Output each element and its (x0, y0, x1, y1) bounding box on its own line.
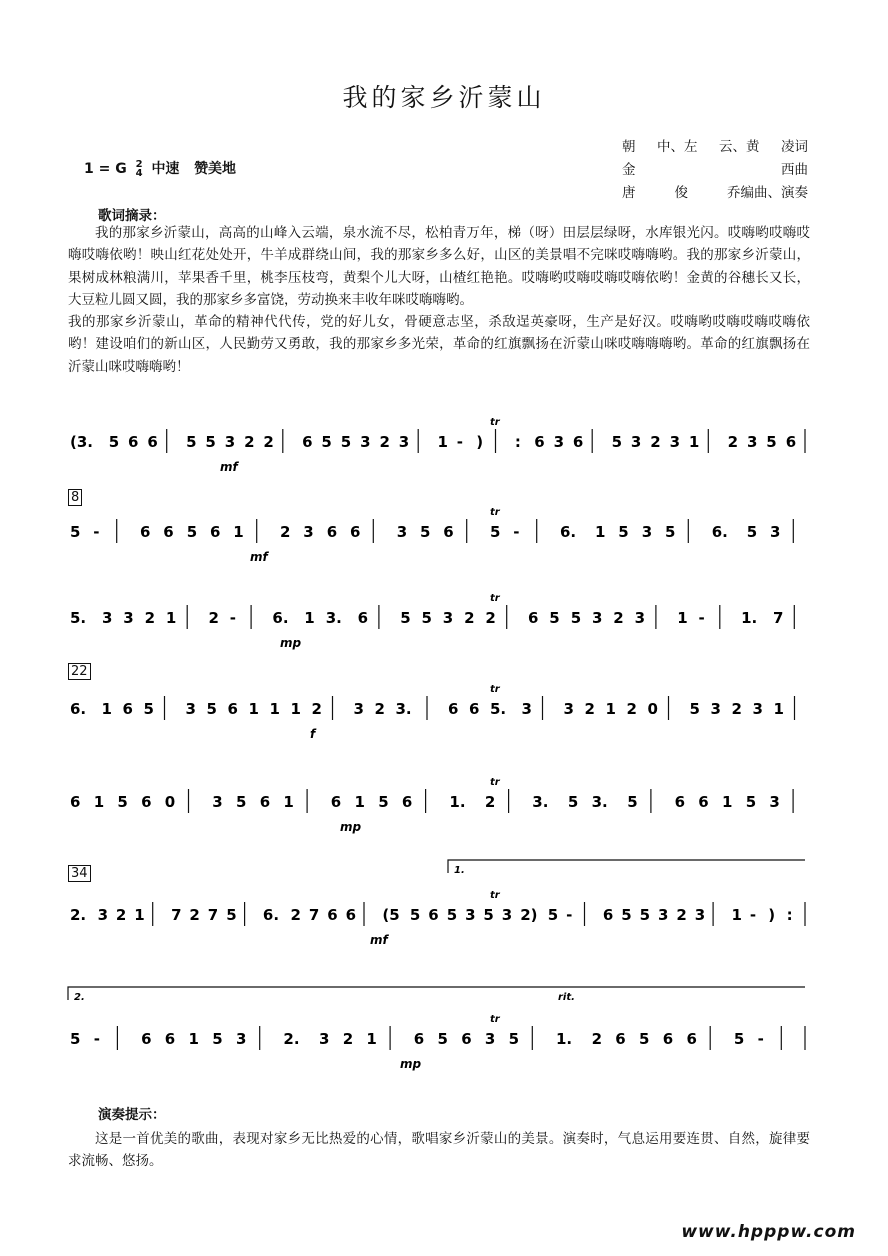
note: 1 (283, 793, 294, 811)
note: 6 (345, 906, 357, 924)
note: 3 (398, 433, 410, 451)
ornament-mark: tr (490, 507, 500, 518)
note: 3 (224, 433, 236, 451)
note: 6 (443, 523, 454, 541)
note: 1 (437, 433, 448, 451)
note: (3. (70, 433, 93, 451)
note: 6 (534, 433, 545, 451)
note: 5 (446, 906, 458, 924)
note: 5 (70, 1030, 81, 1048)
note: 1. (449, 793, 466, 811)
note: 6. (272, 609, 289, 627)
note: 2 (591, 1030, 603, 1048)
dynamic-mark: mf (250, 550, 268, 564)
note: 6 (122, 700, 133, 718)
note: 1 (605, 700, 616, 718)
note: 2 (374, 700, 385, 718)
note: 6 (448, 700, 459, 718)
note: 6 (662, 1030, 674, 1048)
performance-notes: 这是一首优美的歌曲，表现对家乡无比热爱的心情，歌唱家乡沂蒙山的美景。演奏时，气息运用要连贯、自然，旋律要求流畅、悠扬。 (68, 1131, 810, 1169)
note: 5 (236, 793, 247, 811)
note: 2 (263, 433, 274, 451)
note: 5 (226, 906, 237, 924)
note: - (93, 523, 100, 541)
note: 2. (283, 1030, 300, 1048)
note: 7 (207, 906, 219, 924)
note: 1 (269, 700, 280, 718)
note: ) (476, 433, 484, 451)
note: 3 (319, 1030, 330, 1048)
dynamic-mark: mp (280, 636, 302, 650)
note: 2 (115, 906, 127, 924)
note: 6 (698, 793, 709, 811)
note: 2 (485, 609, 496, 627)
note: : (514, 433, 521, 451)
note: 6 (302, 433, 313, 451)
note: 3. (325, 609, 342, 627)
note: 7 (171, 906, 182, 924)
expression: 赞美地 (194, 161, 237, 177)
note: 6 (128, 433, 139, 451)
note: 5 (186, 523, 198, 541)
volta-label: 2. (74, 992, 85, 1003)
note: 6 (401, 793, 413, 811)
note: 5 (70, 523, 81, 541)
notes-heading: 演奏提示： (98, 1107, 166, 1123)
note: 5 (117, 793, 128, 811)
dynamic-mark: mf (220, 460, 238, 474)
note: 3 (669, 433, 681, 451)
note: - (456, 433, 464, 451)
note: 7 (308, 906, 320, 924)
note: 6 (330, 793, 342, 811)
dynamic-mark: mf (370, 933, 388, 947)
note: 5 (340, 433, 352, 451)
note: 3 (694, 906, 706, 924)
ornament-mark: tr (490, 1014, 500, 1025)
note: 3 (630, 433, 642, 451)
note: 3 (360, 433, 371, 451)
note: 6 (141, 793, 152, 811)
note: 5 (409, 906, 421, 924)
lyrics-heading: 歌词摘录： (98, 208, 166, 224)
note: 5 (627, 793, 638, 811)
note: 6 (413, 1030, 425, 1048)
rehearsal-mark: 34 (68, 862, 91, 882)
note: 6 (70, 793, 81, 811)
note: 3 (212, 793, 223, 811)
note: 3 (641, 523, 653, 541)
note: 3 (97, 906, 109, 924)
note: 5 (766, 433, 777, 451)
note: 6 (210, 523, 221, 541)
note: 3 (303, 523, 314, 541)
note: 1 (354, 793, 365, 811)
note: 6 (350, 523, 361, 541)
note: 6 (259, 793, 271, 811)
note: 1 (93, 793, 105, 811)
note: 2) (520, 906, 538, 924)
note: 5 (746, 523, 758, 541)
key: 1 = G (84, 161, 127, 177)
note: 3 (553, 433, 565, 451)
ornament-mark: tr (490, 417, 500, 428)
note: 1 (134, 906, 145, 924)
note: 3 (396, 523, 408, 541)
note: 1 (304, 609, 315, 627)
note: 3 (501, 906, 513, 924)
note: : (786, 906, 793, 924)
note: 6 (469, 700, 480, 718)
note: 6 (164, 1030, 176, 1048)
time-signature: 2 4 (135, 159, 143, 179)
rehearsal-mark: 22 (68, 660, 91, 680)
note: 6 (357, 609, 369, 627)
note: 5 (570, 609, 582, 627)
ornament-mark: tr (490, 890, 500, 901)
note: 5 (108, 433, 120, 451)
note: 1 (773, 700, 784, 718)
note: 6. (70, 700, 87, 718)
note: 5 (483, 906, 494, 924)
note: 3 (658, 906, 669, 924)
note: 1 (677, 609, 688, 627)
dynamic-mark: f (310, 727, 316, 741)
note: 5 (378, 793, 389, 811)
note: 2 (613, 609, 624, 627)
note: - (566, 906, 573, 924)
note: 1 (290, 700, 301, 718)
note: 2. (70, 906, 87, 924)
note: 5 (321, 433, 332, 451)
note: (5 (382, 906, 400, 924)
song-title: 我的家乡沂蒙山 (342, 83, 546, 112)
note: 2 (626, 700, 637, 718)
dynamic-mark: mp (340, 820, 362, 834)
note: 5 (421, 609, 432, 627)
note: 0 (164, 793, 176, 811)
note: 6. (262, 906, 280, 924)
note: 6 (227, 700, 238, 718)
note: 6 (572, 433, 584, 451)
note: 3 (563, 700, 574, 718)
note: 2 (731, 700, 742, 718)
note: 2 (280, 523, 291, 541)
note: 6 (461, 1030, 472, 1048)
note: 3 (521, 700, 532, 718)
note: 5. (490, 700, 507, 718)
note: 1 (233, 523, 244, 541)
note: 3 (592, 609, 603, 627)
note: 5 (639, 1030, 650, 1048)
note: 1 (366, 1030, 377, 1048)
volta-label: 1. (454, 865, 465, 876)
note: 5 (490, 523, 501, 541)
note: 3 (185, 700, 196, 718)
note: 5 (611, 433, 623, 451)
note: 5 (549, 609, 560, 627)
note: 1 (722, 793, 733, 811)
note: - (757, 1030, 764, 1048)
note: 5 (205, 433, 216, 451)
note: 2 (342, 1030, 354, 1048)
note: 5 (618, 523, 629, 541)
note: 5 (143, 700, 154, 718)
note: 3 (634, 609, 646, 627)
note: 3 (710, 700, 721, 718)
note: 3 (770, 523, 781, 541)
note: 6. (560, 523, 577, 541)
note: 3. (591, 793, 608, 811)
credit-composer: 金 西曲 (622, 162, 808, 178)
note: 5 (621, 906, 632, 924)
note: 3 (123, 609, 134, 627)
note: 5 (665, 523, 676, 541)
credit-arranger: 唐 俊 乔编曲、演奏 (622, 185, 808, 201)
note: 5. (70, 609, 87, 627)
note: 2 (189, 906, 200, 924)
note: - (749, 906, 757, 924)
note: 2 (676, 906, 687, 924)
note: 1 (731, 906, 742, 924)
note: 6 (140, 523, 151, 541)
note: - (93, 1030, 100, 1048)
note: 1 (595, 523, 606, 541)
note: 2 (244, 433, 255, 451)
note: 6 (785, 433, 797, 451)
note: ) (768, 906, 776, 924)
note: 1 (248, 700, 259, 718)
note: 5 (689, 700, 700, 718)
note: 6. (711, 523, 728, 541)
dynamic-mark: mp (400, 1057, 422, 1071)
note: 3 (752, 700, 763, 718)
note: 6 (615, 1030, 626, 1048)
note: 5 (745, 793, 757, 811)
note: 6 (674, 793, 686, 811)
note: - (229, 609, 237, 627)
note: 5 (733, 1030, 745, 1048)
note: 6 (163, 523, 174, 541)
note: 2 (290, 906, 301, 924)
note: 3 (236, 1030, 247, 1048)
ornament-mark: tr (490, 777, 500, 788)
volta-bracket (448, 860, 805, 873)
note: 2 (464, 609, 475, 627)
note: 5 (547, 906, 559, 924)
note: 3 (769, 793, 780, 811)
note: 3 (442, 609, 454, 627)
lyrics-paragraph: 我的那家乡沂蒙山，高高的山峰入云端，泉水流不尽，松柏青万年，梯（呀）田层层绿呀，水库银光闪。哎嗨哟哎嗨哎嗨哎嗨依哟！映山红花处处开，牛羊成群绕山间，我的那家乡多么好，山区的美景唱不完咪哎嗨嗨哟。我的那家乡沂蒙山，果树成林粮满川，苹果香千里，桃李压枝弯，黄梨个儿大呀，山楂红艳艳。哎嗨哟哎嗨哎嗨哎嗨依哟！金黄的谷穗长又长，大豆粒儿圆又圆，我的那家乡多富饶，劳动换来丰收年咪哎嗨嗨哟。 (68, 225, 810, 308)
note: 1. (556, 1030, 573, 1048)
note: 6 (428, 906, 439, 924)
note: 5 (186, 433, 197, 451)
ornament-mark: tr (490, 593, 500, 604)
note: 6 (528, 609, 539, 627)
note: 5 (400, 609, 411, 627)
note: 3 (747, 433, 758, 451)
note: 3 (465, 906, 476, 924)
note: 5 (437, 1030, 448, 1048)
note: 1 (188, 1030, 199, 1048)
note: 6 (141, 1030, 152, 1048)
note: 2 (484, 793, 496, 811)
note: 2 (584, 700, 595, 718)
note: 6 (147, 433, 158, 451)
rit-mark: rit. (558, 992, 575, 1003)
note: 1 (165, 609, 177, 627)
note: 2 (144, 609, 156, 627)
note: 5 (508, 1030, 520, 1048)
credit-lyricist: 朝 中、左 云、黄 凌词 (622, 139, 808, 155)
note: 7 (773, 609, 784, 627)
note: 2 (650, 433, 661, 451)
tempo: 中速 (151, 161, 180, 177)
volta-bracket (68, 987, 805, 1000)
note: 3. (532, 793, 549, 811)
note: 2 (727, 433, 739, 451)
ornament-mark: tr (490, 684, 500, 695)
note: 2 (379, 433, 390, 451)
note: 1 (688, 433, 700, 451)
site-watermark: www.hpppw.com (681, 1222, 856, 1242)
note: 5 (206, 700, 217, 718)
note: 3 (353, 700, 364, 718)
note: 5 (639, 906, 651, 924)
note: 2 (311, 700, 322, 718)
note: 6 (326, 523, 338, 541)
note: 3. (395, 700, 412, 718)
note: - (698, 609, 705, 627)
note: 1. (741, 609, 758, 627)
note: 5 (212, 1030, 223, 1048)
rehearsal-mark: 8 (68, 486, 82, 506)
note: 6 (602, 906, 614, 924)
note: 3 (102, 609, 113, 627)
note: - (513, 523, 520, 541)
note: 0 (647, 700, 658, 718)
note: 2 (208, 609, 219, 627)
note: 6 (686, 1030, 697, 1048)
note: 5 (567, 793, 579, 811)
note: 1 (101, 700, 112, 718)
lyrics-paragraph: 我的那家乡沂蒙山，革命的精神代代传，党的好儿女，骨硬意志坚，杀敌逞英豪呀，生产是好汉。哎嗨哟哎嗨哎嗨哎嗨依哟！建设咱们的新山区，人民勤劳又勇敢，我的那家乡多光荣，革命的红旗飘扬在沂蒙山咪哎嗨嗨嗨哟。革命的红旗飘扬在沂蒙山咪哎嗨嗨哟！ (68, 314, 810, 375)
note: 5 (420, 523, 431, 541)
note: 6 (327, 906, 338, 924)
note: 3 (484, 1030, 496, 1048)
